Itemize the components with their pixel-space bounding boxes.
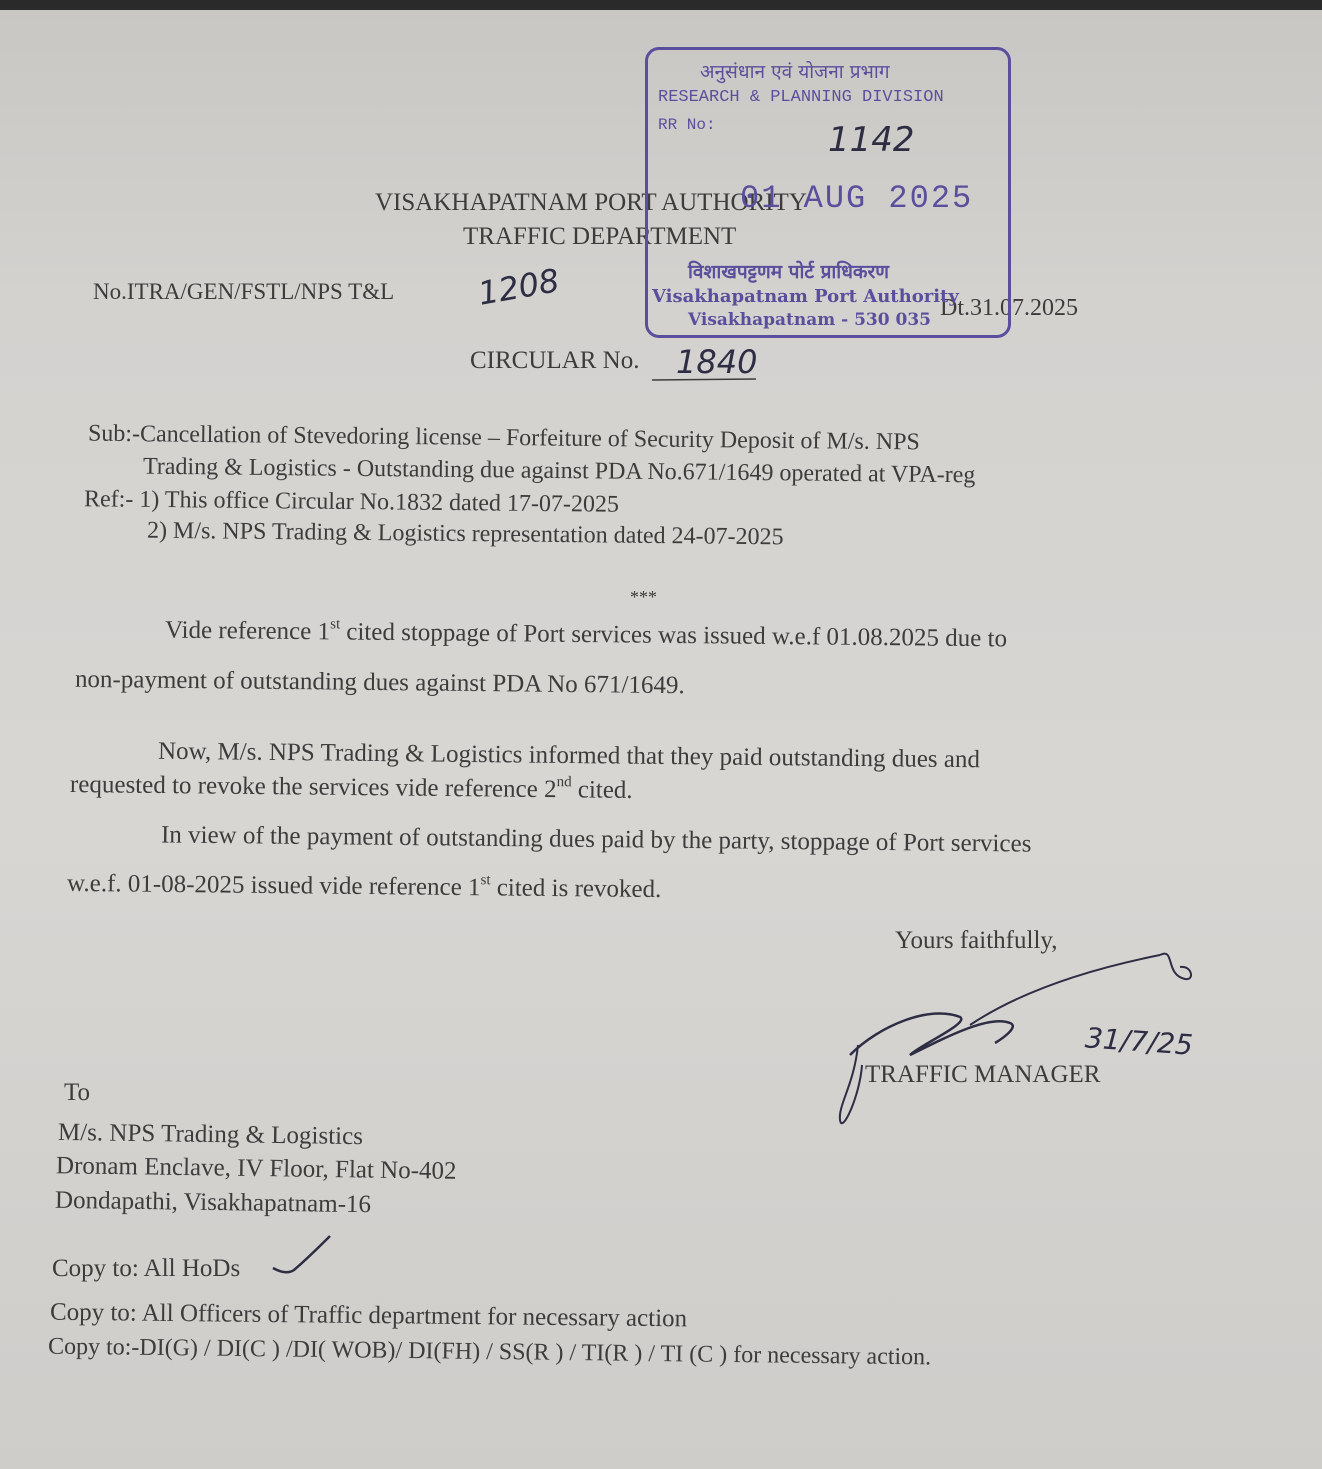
circular-number-handwritten: 1840 [676, 343, 758, 381]
stamp-rr-number: 1142 [828, 120, 915, 160]
stamp-authority: Visakhapatnam Port Authority [652, 286, 959, 307]
designation: TRAFFIC MANAGER [865, 1061, 1101, 1088]
para-2-text-a: requested to revoke the services vide reference 2 [69, 771, 557, 804]
reference-1: Ref:- 1) This office Circular No.1832 dated 17-07-2025 [83, 486, 620, 518]
tick-mark [268, 1230, 338, 1280]
stamp-date: 01 AUG 2025 [740, 180, 974, 217]
file-number-handwritten: 1208 [475, 261, 563, 313]
para-3-line-1: In view of the payment of outstanding dues paid by the party, stoppage of Port services [160, 821, 1032, 858]
addressee-address-2: Dondapathi, Visakhapatnam-16 [54, 1186, 372, 1219]
stamp-hindi-title: अनुसंधान एवं योजना प्रभाग [700, 61, 890, 83]
department-name: TRAFFIC DEPARTMENT [463, 223, 737, 250]
para-1-line-1 [165, 618, 1007, 652]
para-2-line-2 [70, 772, 633, 803]
addressee-name: M/s. NPS Trading & Logistics [57, 1118, 364, 1151]
para-2-sup: nd [556, 774, 572, 791]
para-3-text-b: cited is revoked. [490, 874, 662, 904]
stamp-rr-label: RR No: [658, 116, 716, 134]
to-label: To [64, 1079, 91, 1106]
para-1-line-2: non-payment of outstanding dues against PDA No 671/1649. [74, 665, 685, 700]
file-date: Dt.31.07.2025 [940, 295, 1078, 321]
copy-to-divisions: Copy to:-DI(G) / DI(C ) /DI( WOB)/ DI(FH) / SS(R ) / TI(R ) / TI (C ) for necessary action. [47, 1333, 932, 1371]
para-3-text-a: w.e.f. 01-08-2025 issued vide reference 1 [66, 869, 481, 902]
subject-line-2: Trading & Logistics - Outstanding due against PDA No.671/1649 operated at VPA-reg [142, 453, 976, 489]
copy-to-hods: Copy to: All HoDs [52, 1255, 241, 1282]
file-number: No.ITRA/GEN/FSTL/NPS T&L [93, 279, 395, 304]
document-page [0, 10, 1322, 1469]
subject-line-1: Sub:-Cancellation of Stevedoring license – Forfeiture of Security Deposit of M/s. NPS [87, 420, 920, 456]
reference-2: 2) M/s. NPS Trading & Logistics representation dated 24-07-2025 [146, 517, 784, 551]
signature-date: 31/7/25 [1083, 1021, 1194, 1062]
circular-label: CIRCULAR No. [470, 347, 640, 374]
stamp-division: RESEARCH & PLANNING DIVISION [658, 88, 944, 107]
copy-to-officers: Copy to: All Officers of Traffic department for necessary action [49, 1298, 688, 1333]
para-2-line-1: Now, M/s. NPS Trading & Logistics informed that they paid outstanding dues and [157, 737, 981, 774]
para-1-text-b: cited stoppage of Port services was issued w.e.f 01.08.2025 due to [339, 618, 1008, 653]
stamp-city: Visakhapatnam - 530 035 [688, 310, 931, 330]
para-2-text-b: cited. [571, 776, 633, 804]
para-3-sup: st [480, 872, 491, 889]
para-3-line-2 [67, 871, 662, 902]
received-stamp [645, 47, 1011, 338]
separator: *** [630, 587, 657, 607]
para-1-sup: st [330, 616, 341, 633]
para-1-text-a: Vide reference 1 [164, 616, 331, 646]
circular-number-underline [650, 376, 760, 384]
addressee-address-1: Dronam Enclave, IV Floor, Flat No-402 [55, 1152, 457, 1185]
org-name: VISAKHAPATNAM PORT AUTHORITY [375, 189, 807, 216]
stamp-hindi-authority: विशाखपट्टणम पोर्ट प्राधिकरण [688, 261, 890, 283]
yours-faithfully: Yours faithfully, [895, 927, 1058, 954]
